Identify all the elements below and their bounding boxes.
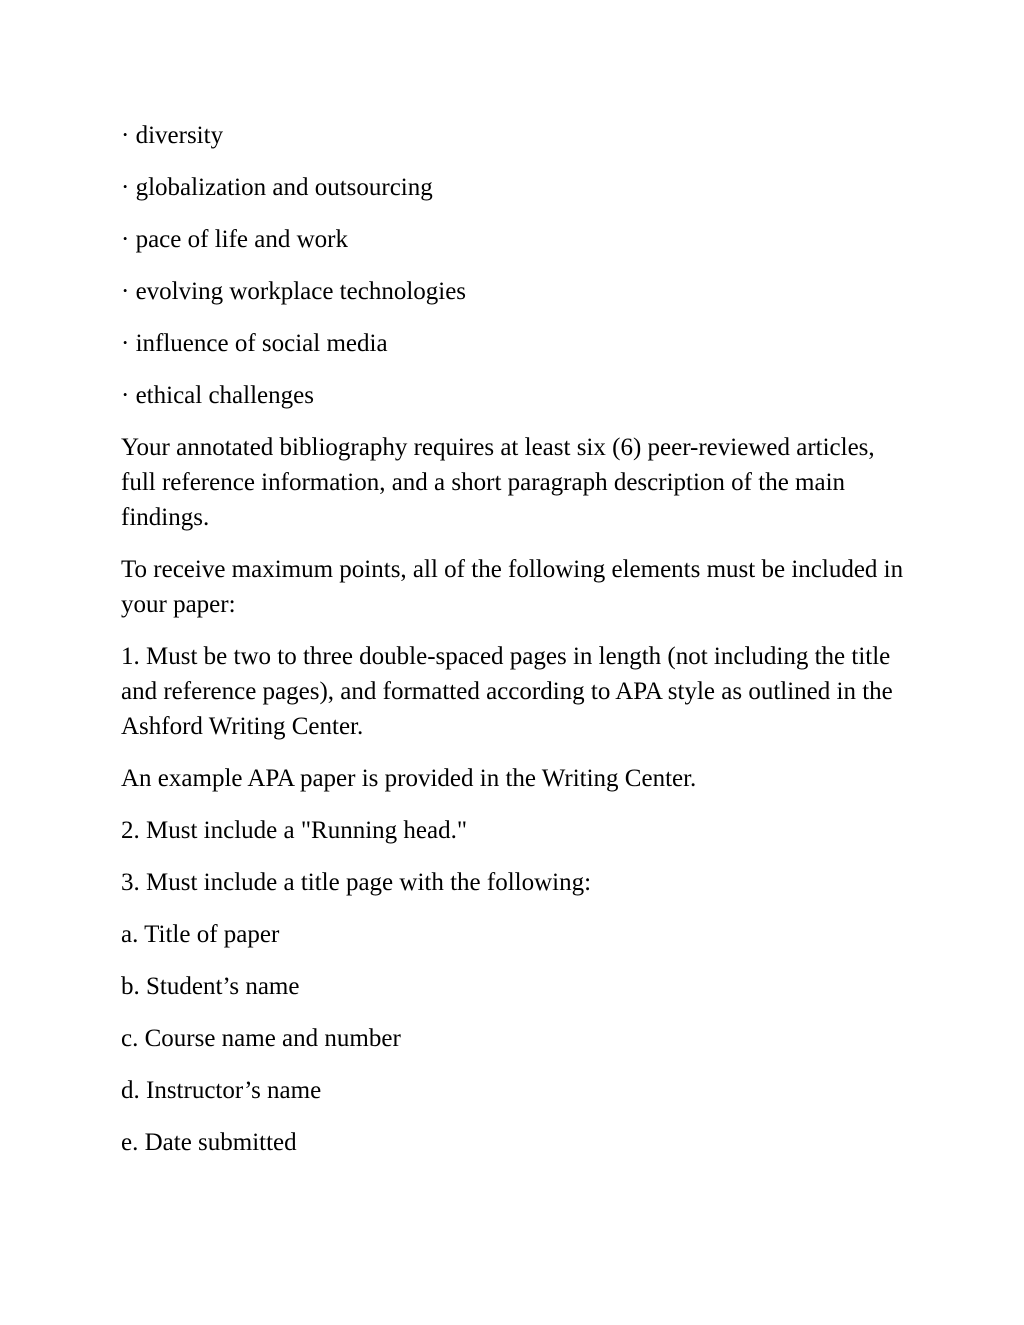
document-body [121,118,906,1177]
title-page-item-date: e. Date submitted [121,1129,297,1156]
bullet-social-media: · influence of social media [121,330,388,357]
bullet-ethical-challenges: · ethical challenges [121,382,314,409]
bullet-workplace-technologies: · evolving workplace technologies [121,278,467,305]
bullet-pace-of-life: · pace of life and work [121,226,348,253]
requirement-1: 1. Must be two to three double-spaced pages in length (not including the title and reference pages), and formatted according to APA style as outlined in the Ashford Writing Center. [121,643,893,740]
paragraph-max-points: To receive maximum points, all of the following elements must be included in your paper: [121,556,904,618]
requirement-3: 3. Must include a title page with the following: [121,869,592,896]
requirement-2: 2. Must include a "Running head." [121,817,468,844]
title-page-item-instructor: d. Instructor’s name [121,1077,322,1104]
bullet-diversity: · diversity [121,122,224,149]
title-page-item-course: c. Course name and number [121,1025,401,1052]
bullet-globalization: · globalization and outsourcing [121,174,433,201]
paragraph-bibliography: Your annotated bibliography requires at least six (6) peer-reviewed articles, full reference information, and a short paragraph description of the main findings. [121,434,875,531]
title-page-item-student-name: b. Student’s name [121,973,300,1000]
paragraph-example: An example APA paper is provided in the Writing Center. [121,765,697,792]
title-page-item-title: a. Title of paper [121,921,280,948]
